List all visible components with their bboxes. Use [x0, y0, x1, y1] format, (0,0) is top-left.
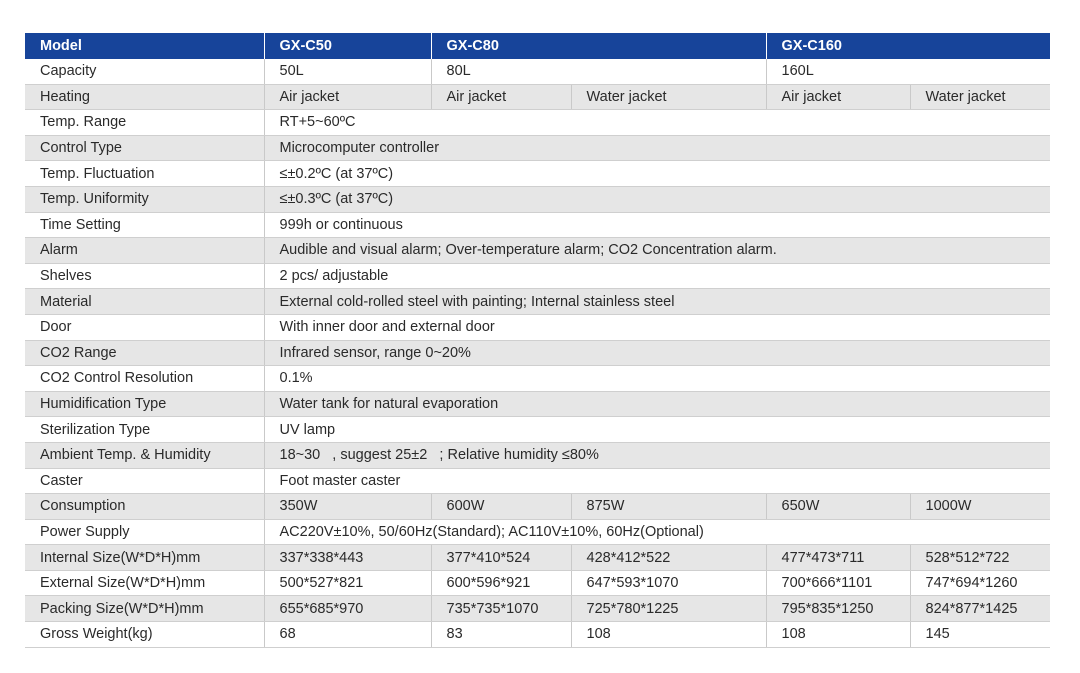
row-value: 747*694*1260 — [910, 570, 1050, 596]
row-value: 2 pcs/ adjustable — [264, 263, 1050, 289]
row-value: ≤±0.3ºC (at 37ºC) — [264, 186, 1050, 212]
row-label: Control Type — [25, 135, 264, 161]
spec-table — [25, 33, 1050, 648]
row-value: Air jacket — [766, 84, 910, 110]
row-value: RT+5~60ºC — [264, 110, 1050, 136]
row-value: 377*410*524 — [431, 545, 571, 571]
row-value: 655*685*970 — [264, 596, 431, 622]
table-row — [25, 622, 1050, 648]
row-value: 500*527*821 — [264, 570, 431, 596]
table-row — [25, 289, 1050, 315]
row-value: 50L — [264, 59, 431, 84]
row-value: 600W — [431, 494, 571, 520]
header-row — [25, 33, 1050, 59]
table-row — [25, 263, 1050, 289]
table-row — [25, 161, 1050, 187]
row-value: 337*338*443 — [264, 545, 431, 571]
row-label: Heating — [25, 84, 264, 110]
table-row — [25, 186, 1050, 212]
row-label: Time Setting — [25, 212, 264, 238]
row-label: Humidification Type — [25, 391, 264, 417]
row-value: 999h or continuous — [264, 212, 1050, 238]
row-label: Sterilization Type — [25, 417, 264, 443]
table-row — [25, 545, 1050, 571]
row-label: Door — [25, 314, 264, 340]
row-label: CO2 Range — [25, 340, 264, 366]
row-value: 83 — [431, 622, 571, 648]
row-value: 824*877*1425 — [910, 596, 1050, 622]
table-row — [25, 442, 1050, 468]
header-model-gx-c80: GX-C80 — [431, 33, 766, 59]
table-row — [25, 366, 1050, 392]
table-row — [25, 340, 1050, 366]
row-label: Alarm — [25, 238, 264, 264]
row-value: Water jacket — [910, 84, 1050, 110]
row-value: UV lamp — [264, 417, 1050, 443]
row-value: With inner door and external door — [264, 314, 1050, 340]
row-value: 350W — [264, 494, 431, 520]
table-row — [25, 468, 1050, 494]
header-model-gx-c50: GX-C50 — [264, 33, 431, 59]
row-value: Air jacket — [264, 84, 431, 110]
row-label: Packing Size(W*D*H)mm — [25, 596, 264, 622]
row-value: 1000W — [910, 494, 1050, 520]
row-value: 735*735*1070 — [431, 596, 571, 622]
row-value: 18~30 , suggest 25±2 ; Relative humidity ≤80% — [264, 442, 1050, 468]
row-value: 428*412*522 — [571, 545, 766, 571]
row-label: CO2 Control Resolution — [25, 366, 264, 392]
row-value: Air jacket — [431, 84, 571, 110]
row-value: 477*473*711 — [766, 545, 910, 571]
row-label: Internal Size(W*D*H)mm — [25, 545, 264, 571]
row-label: Power Supply — [25, 519, 264, 545]
table-row — [25, 494, 1050, 520]
row-value: Water jacket — [571, 84, 766, 110]
table-row — [25, 314, 1050, 340]
table-row — [25, 84, 1050, 110]
row-label: Shelves — [25, 263, 264, 289]
row-value: Foot master caster — [264, 468, 1050, 494]
row-value: 80L — [431, 59, 766, 84]
row-value: Audible and visual alarm; Over-temperature alarm; CO2 Concentration alarm. — [264, 238, 1050, 264]
row-value: 725*780*1225 — [571, 596, 766, 622]
header-model-gx-c160: GX-C160 — [766, 33, 1050, 59]
row-value: 795*835*1250 — [766, 596, 910, 622]
row-value: ≤±0.2ºC (at 37ºC) — [264, 161, 1050, 187]
row-value: 145 — [910, 622, 1050, 648]
table-row — [25, 417, 1050, 443]
table-row — [25, 212, 1050, 238]
table-row — [25, 59, 1050, 84]
row-label: Capacity — [25, 59, 264, 84]
row-label: Temp. Uniformity — [25, 186, 264, 212]
row-value: 160L — [766, 59, 1050, 84]
row-value: Water tank for natural evaporation — [264, 391, 1050, 417]
row-value: 108 — [571, 622, 766, 648]
header-label: Model — [25, 33, 264, 59]
row-label: Caster — [25, 468, 264, 494]
table-row — [25, 596, 1050, 622]
row-value: 68 — [264, 622, 431, 648]
row-value: 108 — [766, 622, 910, 648]
row-value: 0.1% — [264, 366, 1050, 392]
row-label: External Size(W*D*H)mm — [25, 570, 264, 596]
row-value: AC220V±10%, 50/60Hz(Standard); AC110V±10%, 60Hz(Optional) — [264, 519, 1050, 545]
table-row — [25, 110, 1050, 136]
table-row — [25, 570, 1050, 596]
table-row — [25, 519, 1050, 545]
table-row — [25, 135, 1050, 161]
row-value: 647*593*1070 — [571, 570, 766, 596]
row-label: Ambient Temp. & Humidity — [25, 442, 264, 468]
row-value: 875W — [571, 494, 766, 520]
row-value: 600*596*921 — [431, 570, 571, 596]
row-label: Consumption — [25, 494, 264, 520]
row-label: Temp. Range — [25, 110, 264, 136]
row-value: Microcomputer controller — [264, 135, 1050, 161]
row-value: 700*666*1101 — [766, 570, 910, 596]
row-label: Material — [25, 289, 264, 315]
table-row — [25, 391, 1050, 417]
row-label: Temp. Fluctuation — [25, 161, 264, 187]
row-value: External cold-rolled steel with painting; Internal stainless steel — [264, 289, 1050, 315]
table-row — [25, 238, 1050, 264]
row-value: 650W — [766, 494, 910, 520]
spec-body — [25, 59, 1050, 647]
row-value: Infrared sensor, range 0~20% — [264, 340, 1050, 366]
row-label: Gross Weight(kg) — [25, 622, 264, 648]
row-value: 528*512*722 — [910, 545, 1050, 571]
